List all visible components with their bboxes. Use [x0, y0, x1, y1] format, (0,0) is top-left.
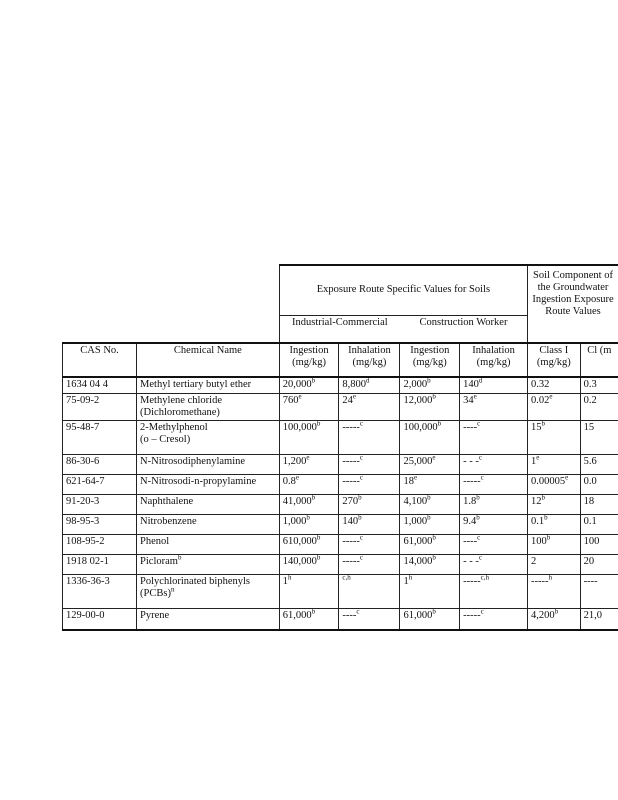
cas-number-value: 75-09-2 [66, 394, 100, 406]
cas-number-value: 621-64-7 [66, 475, 105, 487]
ingestion-cw-footnote: e [432, 454, 436, 461]
inhalation-ic-value: ----- [342, 555, 360, 567]
chemical-name-line-1: Nitrobenzene [140, 515, 197, 527]
inhalation-ic [339, 393, 400, 420]
class-1 [528, 608, 581, 630]
class-1-value: 4,200 [531, 609, 555, 621]
class-1-value: 2 [531, 555, 537, 567]
ingestion-cw-footnote: b [432, 534, 436, 541]
ingestion-ic [279, 420, 339, 454]
inhalation-cw-footnote: d [478, 377, 483, 385]
table-row [63, 393, 618, 420]
inhalation-cw [460, 377, 528, 393]
inhalation-ic [339, 454, 400, 474]
chemical-name-footnote: b [177, 554, 182, 561]
ingestion-cw-value: 18 [403, 475, 414, 487]
chemical-name [137, 454, 280, 474]
class-2-value: 5.6 [583, 455, 597, 467]
class-2-value: 0.0 [583, 475, 597, 487]
inhalation-cw-footnote: b [476, 494, 480, 501]
construction-worker-label: Construction Worker [419, 316, 508, 328]
ingestion-ic-footnote: e [295, 474, 299, 481]
inhalation-ic-footnote: b [358, 494, 362, 501]
class-1 [528, 554, 581, 574]
inhalation-cw [460, 608, 528, 630]
inhalation-ic-value: 8,800 [342, 379, 367, 390]
class-1-footnote: b [546, 534, 551, 541]
class-1-value: 0.02 [531, 394, 550, 406]
class-1-value: 1 [531, 455, 537, 467]
chemical-name-line-1: N-Nitrosodiphenylamine [140, 455, 246, 467]
inhalation-cw [460, 514, 528, 534]
chemical-name [137, 393, 280, 420]
industrial-commercial-label: Industrial-Commercial [292, 316, 388, 328]
inhalation-cw-value: ----- [463, 475, 481, 487]
class-2 [580, 454, 618, 474]
chemical-name [137, 474, 280, 494]
soil-remediation-table [62, 264, 618, 631]
class-1-value: 100 [531, 535, 547, 547]
cas-number-value: 91-20-3 [66, 495, 100, 507]
inhalation-ic [339, 574, 400, 608]
class-2-value: 0.3 [583, 379, 597, 390]
cas-number [63, 454, 137, 474]
cas-number-value: 1336-36-3 [66, 575, 110, 587]
inhalation-cw-value: ---- [463, 421, 478, 433]
ingestion-ic [279, 494, 339, 514]
chemical-name [137, 377, 280, 393]
col-ingestion-ic: Ingestion (mg/kg) [279, 343, 339, 377]
inhalation-ic [339, 514, 400, 534]
chemical-name-line-1: 2-Methylphenol [140, 421, 208, 433]
ingestion-cw [400, 393, 460, 420]
class-1-value: 0.00005 [531, 475, 566, 487]
class-1 [528, 574, 581, 608]
inhalation-ic [339, 377, 400, 393]
inhalation-cw-value: ----- [463, 575, 481, 587]
table-row [63, 454, 618, 474]
exposure-route-header [279, 265, 527, 315]
inhalation-cw-footnote: c,h [480, 574, 489, 581]
chemical-name-line-1: Pyrene [140, 609, 170, 621]
cas-number-value: 86-30-6 [66, 455, 100, 467]
col-ingestion-cw: Ingestion (mg/kg) [400, 343, 460, 377]
inhalation-cw [460, 454, 528, 474]
inhalation-cw-footnote: e [473, 393, 477, 400]
inhalation-cw [460, 554, 528, 574]
ingestion-ic [279, 393, 339, 420]
ingestion-ic-value: 140,000 [282, 555, 317, 567]
inhalation-cw-value: 1.8 [463, 495, 477, 507]
class-1-value: 12 [531, 495, 542, 507]
ingestion-cw [400, 534, 460, 554]
cas-number-value: 95-48-7 [66, 421, 100, 433]
class-1 [528, 474, 581, 494]
inhalation-cw-value: ---- [463, 535, 478, 547]
ingestion-ic-value: 61,000 [282, 609, 312, 621]
ingestion-cw [400, 420, 460, 454]
table-row [63, 494, 618, 514]
ingestion-ic [279, 608, 339, 630]
inhalation-cw-value: - - - [463, 555, 479, 567]
chemical-name-line-2: (Dichloromethane) [140, 406, 220, 418]
ingestion-ic [279, 474, 339, 494]
class-1-footnote: e [536, 454, 540, 461]
ingestion-cw [400, 608, 460, 630]
class-1-footnote: b [544, 514, 548, 521]
inhalation-ic-value: ----- [342, 535, 360, 547]
table-row [63, 608, 618, 630]
class-1-footnote: b [541, 494, 546, 501]
chemical-name [137, 494, 280, 514]
inhalation-ic [339, 494, 400, 514]
ingestion-ic-footnote: b [316, 554, 321, 561]
class-1-value: ----- [531, 575, 549, 587]
inhalation-cw-value: ----- [463, 609, 481, 621]
cas-number [63, 554, 137, 574]
inhalation-cw-footnote: c [480, 474, 484, 481]
class-1-footnote: e [549, 393, 553, 400]
chemical-name [137, 420, 280, 454]
cas-number [63, 608, 137, 630]
ingestion-ic-value: 1,200 [282, 455, 307, 467]
inhalation-ic-value: ----- [342, 455, 360, 467]
class-2 [580, 608, 618, 630]
cas-number [63, 534, 137, 554]
industrial-commercial-header [279, 315, 400, 343]
ingestion-cw-footnote: e [413, 474, 418, 481]
inhalation-ic-footnote: d [366, 377, 370, 385]
chemical-name [137, 534, 280, 554]
class-1 [528, 393, 581, 420]
class-2 [580, 514, 618, 534]
ingestion-cw [400, 454, 460, 474]
ingestion-ic-footnote: e [298, 393, 302, 400]
inhalation-ic [339, 474, 400, 494]
class-2-value: 21,0 [583, 609, 602, 621]
ingestion-cw-value: 14,000 [403, 555, 433, 567]
class-2 [580, 420, 618, 454]
ingestion-cw-footnote: b [432, 393, 436, 400]
class-2-value: 0.1 [583, 515, 597, 527]
inhalation-cw-footnote: c [478, 454, 482, 461]
chemical-name-line-2: (PCBs) [140, 587, 171, 599]
inhalation-ic-footnote: c [359, 474, 363, 481]
inhalation-ic-value: 140 [342, 515, 359, 527]
ingestion-ic-value: 1,000 [282, 515, 307, 527]
ingestion-ic-value: 0.8 [282, 475, 296, 487]
class-2-value: 18 [583, 495, 595, 507]
cas-number [63, 377, 137, 393]
inhalation-cw-value: - - - [463, 455, 479, 467]
ingestion-ic [279, 377, 339, 393]
ingestion-cw-value: 2,000 [403, 379, 428, 390]
inhalation-cw [460, 420, 528, 454]
chemical-name [137, 574, 280, 608]
chemical-name-line-1: Polychlorinated biphenyls [140, 575, 250, 587]
ingestion-ic-value: 100,000 [282, 421, 317, 433]
cas-number [63, 574, 137, 608]
inhalation-cw [460, 494, 528, 514]
class-2 [580, 377, 618, 393]
ingestion-cw-value: 61,000 [403, 609, 433, 621]
chemical-name-line-1: Picloram [140, 555, 178, 567]
inhalation-ic-value: 270 [342, 495, 359, 507]
table-body [63, 377, 618, 630]
class-1 [528, 494, 581, 514]
ingestion-ic-footnote: h [287, 574, 292, 581]
ingestion-cw-value: 25,000 [403, 455, 433, 467]
chemical-name [137, 608, 280, 630]
class-2 [580, 474, 618, 494]
ingestion-cw-value: 100,000 [403, 421, 438, 433]
chemical-name [137, 554, 280, 574]
class-2 [580, 494, 618, 514]
col-chemical-name: Chemical Name [137, 343, 280, 377]
inhalation-cw-value: 140 [463, 379, 479, 390]
class-2 [580, 393, 618, 420]
ingestion-ic [279, 574, 339, 608]
ingestion-ic-value: 760 [282, 394, 299, 406]
class-2-value: 15 [583, 421, 595, 433]
ingestion-cw-footnote: b [432, 608, 436, 615]
cas-number-value: 98-95-3 [66, 515, 100, 527]
cas-number [63, 474, 137, 494]
inhalation-cw-footnote: c [478, 554, 482, 561]
ingestion-cw-footnote: b [432, 554, 436, 561]
ingestion-cw [400, 377, 460, 393]
ingestion-ic-value: 41,000 [282, 495, 312, 507]
ingestion-ic-footnote: e [306, 454, 310, 461]
ingestion-cw [400, 514, 460, 534]
col-inhalation-ic: Inhalation (mg/kg) [339, 343, 400, 377]
ingestion-ic [279, 554, 339, 574]
inhalation-cw-value: 34 [463, 394, 474, 406]
class-1-footnote: b [554, 608, 559, 615]
inhalation-ic-value: ---- [342, 609, 357, 621]
ingestion-cw-value: 1,000 [403, 515, 428, 527]
class-1 [528, 534, 581, 554]
ingestion-ic-value: 610,000 [282, 535, 317, 547]
inhalation-cw-value: 9.4 [463, 515, 477, 527]
col-class-1: Class I (mg/kg) [528, 343, 581, 377]
chemical-name-line-1: Naphthalene [140, 495, 194, 507]
inhalation-ic-footnote: c [359, 420, 363, 427]
chemical-name-line-1: Phenol [140, 535, 170, 547]
table-row [63, 377, 618, 393]
ingestion-cw-footnote: b [427, 514, 431, 521]
ingestion-cw-value: 12,000 [403, 394, 433, 406]
construction-worker-header [400, 315, 528, 343]
inhalation-cw [460, 534, 528, 554]
cas-number [63, 514, 137, 534]
chemical-name-line-2-footnote: n [170, 585, 175, 593]
ingestion-cw [400, 494, 460, 514]
ingestion-ic-footnote: b [311, 608, 316, 615]
exposure-route-title: Exposure Route Specific Values for Soils [316, 284, 491, 296]
cas-number-value: 129-00-0 [66, 609, 105, 621]
class-2 [580, 574, 618, 608]
ingestion-cw-footnote: b [437, 420, 442, 427]
ingestion-ic [279, 534, 339, 554]
cas-number-value: 1918 02-1 [66, 555, 109, 567]
inhalation-cw-footnote: c [477, 534, 481, 541]
ingestion-cw-footnote: b [427, 377, 431, 385]
inhalation-ic-footnote: c [359, 554, 363, 561]
class-2-value: 100 [583, 535, 600, 547]
inhalation-cw-footnote: c [480, 608, 484, 615]
table-row [63, 534, 618, 554]
cas-number [63, 494, 137, 514]
table-row [63, 554, 618, 574]
class-1-footnote: h [548, 574, 553, 581]
class-1 [528, 514, 581, 534]
ingestion-cw-footnote: b [427, 494, 431, 501]
class-1-value: 0.32 [531, 379, 550, 390]
chemical-name-line-1: Methylene chloride [140, 394, 222, 406]
ingestion-ic [279, 454, 339, 474]
ingestion-cw [400, 554, 460, 574]
ingestion-cw-footnote: h [408, 574, 413, 581]
inhalation-ic [339, 534, 400, 554]
ingestion-ic-value: 20,000 [282, 379, 312, 390]
ingestion-ic-footnote: b [311, 377, 316, 385]
cas-number-value: 1634 04 4 [66, 379, 108, 390]
ingestion-cw-value: 4,100 [403, 495, 428, 507]
table-row [63, 420, 618, 454]
col-inhalation-cw: Inhalation (mg/kg) [460, 343, 528, 377]
class-1 [528, 420, 581, 454]
class-1-footnote: e [565, 474, 569, 481]
inhalation-ic-footnote: e [352, 393, 357, 400]
inhalation-cw [460, 393, 528, 420]
class-2-value: ---- [583, 575, 598, 587]
cas-number [63, 393, 137, 420]
class-2-value: 0.2 [583, 394, 597, 406]
class-1 [528, 454, 581, 474]
ingestion-ic [279, 514, 339, 534]
class-1 [528, 377, 581, 393]
cas-number-value: 108-95-2 [66, 535, 105, 547]
soil-component-title: Soil Component of the Groundwater Ingestion Exposure Route Values [532, 270, 614, 317]
inhalation-cw-footnote: c [477, 420, 481, 427]
chemical-name-line-1: Methyl tertiary butyl ether [140, 379, 252, 390]
inhalation-cw-footnote: b [476, 514, 480, 521]
chemical-name-line-1: N-Nitrosodi-n-propylamine [140, 475, 257, 487]
inhalation-ic-footnote: b [358, 514, 362, 521]
inhalation-ic-footnote: c [359, 454, 363, 461]
class-2 [580, 554, 618, 574]
inhalation-ic-footnote: c [356, 608, 360, 615]
ingestion-ic-footnote: b [316, 534, 321, 541]
inhalation-cw [460, 474, 528, 494]
chemical-name [137, 514, 280, 534]
chemical-name-line-2: (o – Cresol) [140, 433, 191, 445]
ingestion-ic-footnote: b [306, 514, 310, 521]
cas-number [63, 420, 137, 454]
inhalation-ic [339, 420, 400, 454]
ingestion-cw-value: 1 [403, 575, 409, 587]
class-2-value: 20 [583, 555, 595, 567]
inhalation-ic-footnote: c [359, 534, 363, 541]
col-class-2: Cl (m [580, 343, 618, 377]
ingestion-ic-value: 1 [282, 575, 288, 587]
inhalation-ic-value: ----- [342, 421, 360, 433]
class-1-footnote: b [541, 420, 546, 427]
class-1-value: 0.1 [531, 515, 545, 527]
inhalation-ic-value: ----- [342, 475, 360, 487]
inhalation-ic [339, 608, 400, 630]
inhalation-ic-value: 24 [342, 394, 353, 406]
ingestion-ic-footnote: b [311, 494, 316, 501]
table-row [63, 514, 618, 534]
inhalation-cw [460, 574, 528, 608]
soil-component-header [528, 265, 618, 343]
ingestion-cw [400, 474, 460, 494]
table-row [63, 474, 618, 494]
class-1-value: 15 [531, 421, 542, 433]
ingestion-cw-value: 61,000 [403, 535, 433, 547]
col-cas-no: CAS No. [63, 343, 137, 377]
inhalation-ic-footnote: c,h [342, 574, 351, 581]
table-row [63, 574, 618, 608]
ingestion-ic-footnote: b [316, 420, 321, 427]
class-2 [580, 534, 618, 554]
ingestion-cw [400, 574, 460, 608]
inhalation-ic [339, 554, 400, 574]
